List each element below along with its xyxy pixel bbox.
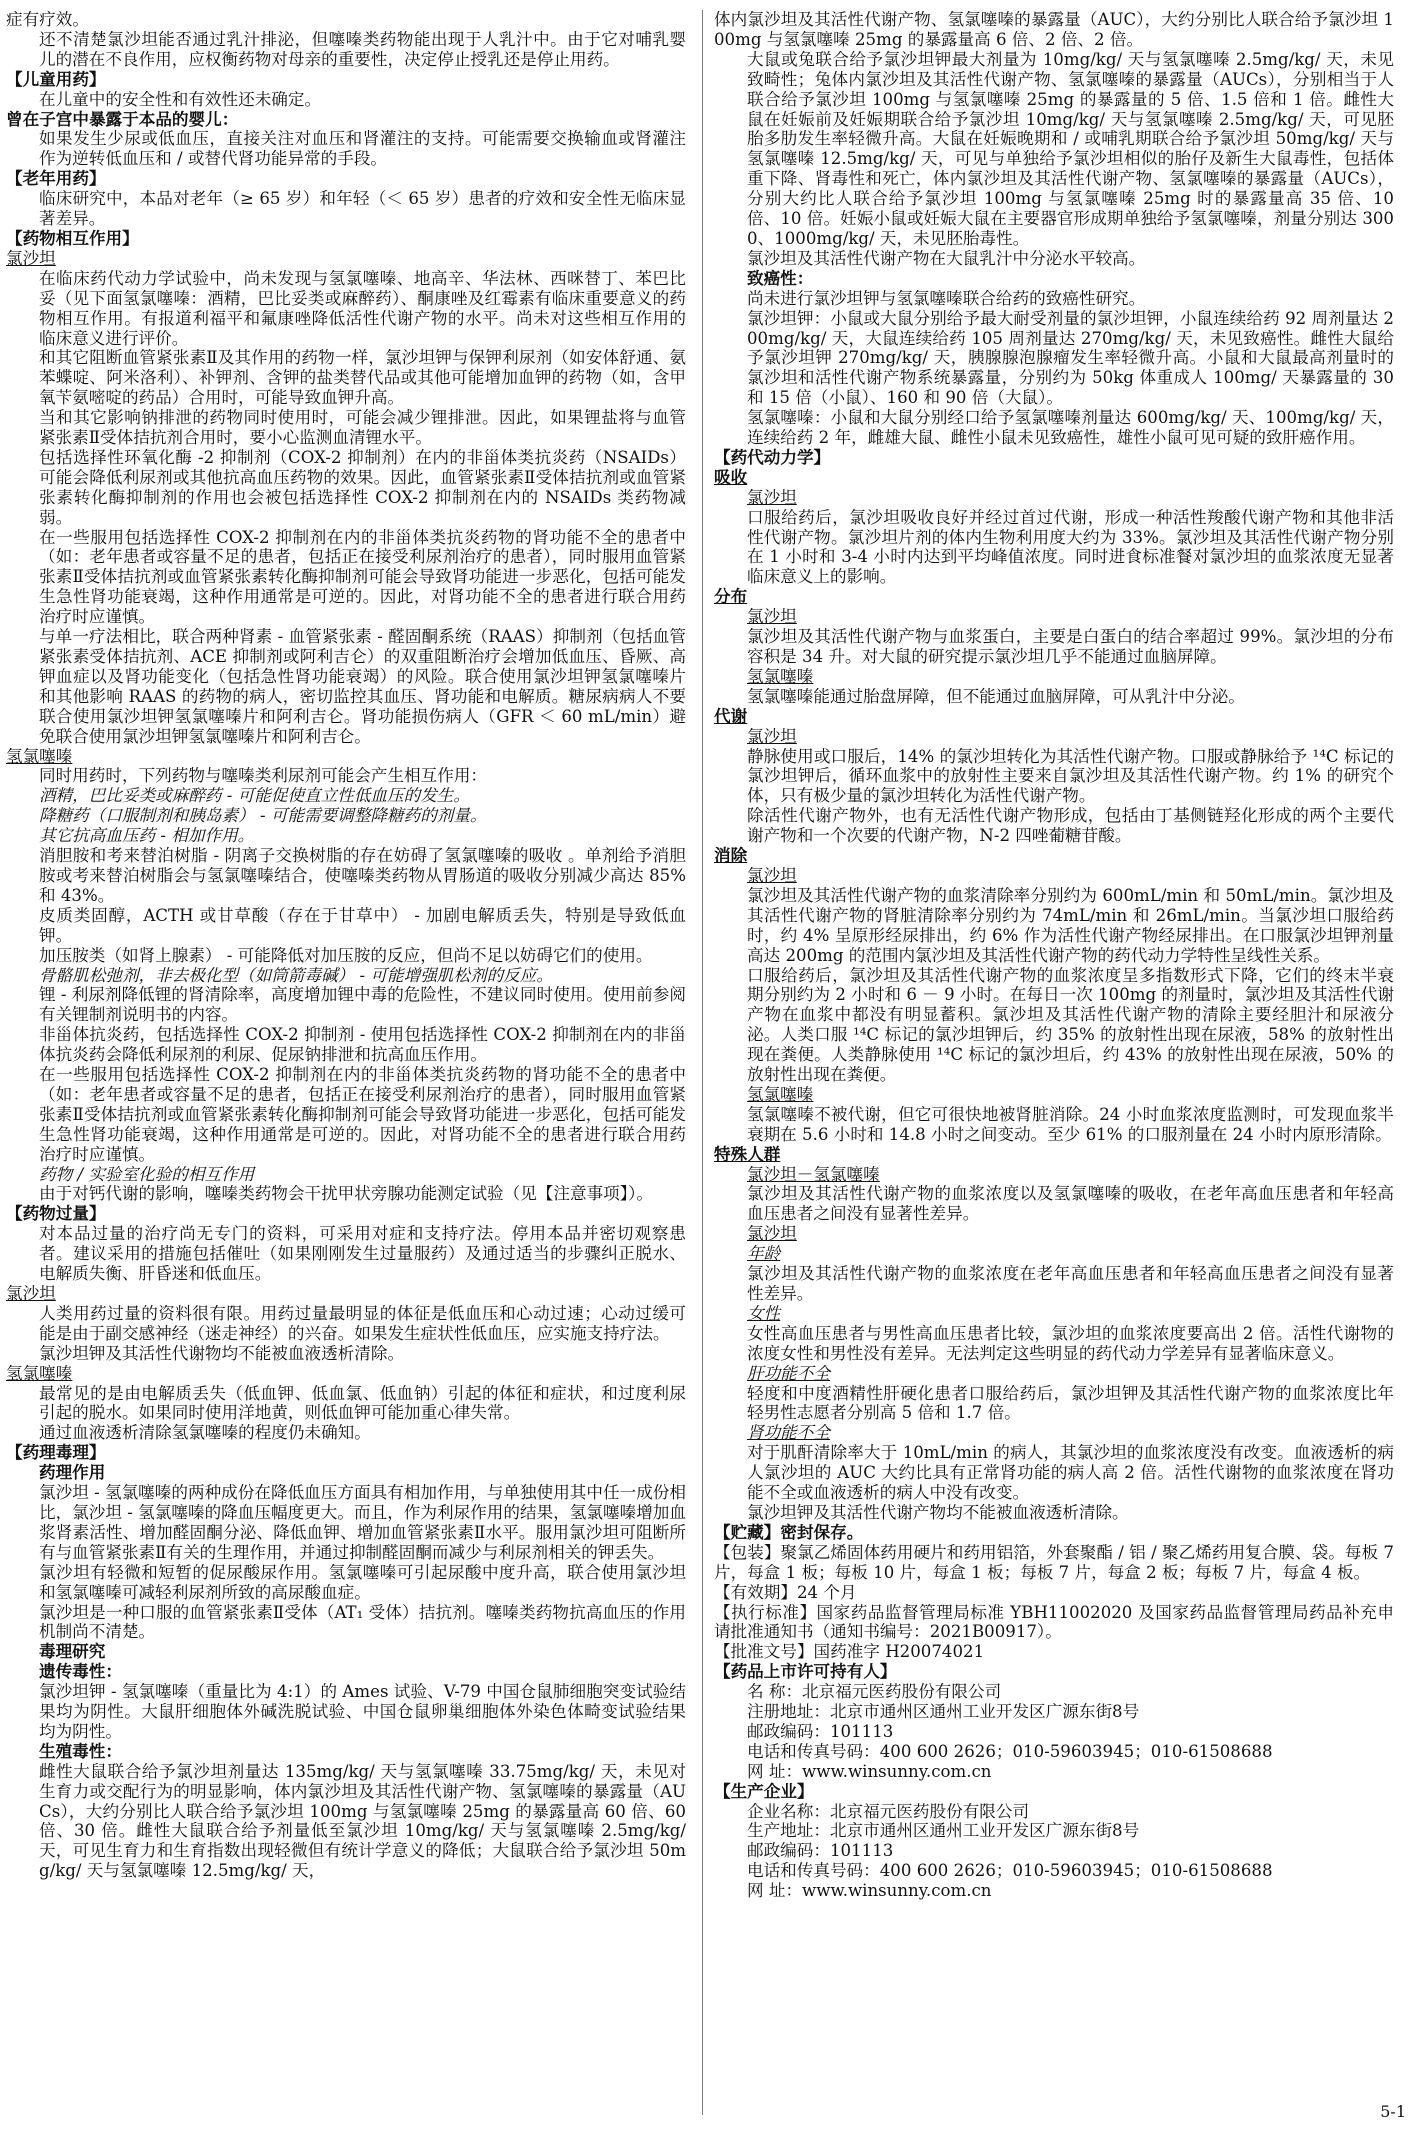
paragraph: 在一些服用包括选择性 COX-2 抑制剂在内的非甾体类抗炎药物的肾功能不全的患者中（如：老年患者或容量不足的患者，包括正在接受利尿剂治疗的患者），同时服用血管紧张素Ⅱ受体拮抗剂或血管紧张素转化酶抑制剂可能会导致肾功能进一步恶化，包括可能发生急性肾功能衰竭，这种作用通常是可逆的。因此，对肾功能不全的患者进行联合用药治疗时应谨慎。	[39, 527, 686, 627]
paragraph: 【批准文号】国药准字 H20074021	[714, 1642, 985, 1662]
paragraph: 大鼠或兔联合给予氯沙坦钾最大剂量为 10mg/kg/ 天与氢氯噻嗪 2.5mg/kg/ 天，未见致畸性；兔体内氯沙坦及其活性代谢产物、氢氯噻嗪的暴露量（AUCs），分别相当于人联合给予氯沙坦 100mg 与氢氯噻嗪 25mg 的暴露量的 5 倍、1.5 倍和 1 倍。雌性大鼠在妊娠前及妊娠期联合给予氯沙坦 10mg/kg/ 天与氢氯噻嗪 2.5mg/kg/ 天，可见胚胎多肋发生率轻微升高。大鼠在妊娠晚期和 / 或哺乳期联合给予氯沙坦 50mg/kg/ 天与氢氯噻嗪 12.5mg/kg/ 天，可见与单独给予氯沙坦相似的胎仔及新生大鼠毒性，包括体重下降、肾毒性和死亡，体内氯沙坦及其活性代谢产物、氢氯噻嗪的暴露量（AUCs），分别大约比人联合给予氯沙坦 100mg 与氢氯噻嗪 25mg 时的暴露量高 35 倍、10 倍、10 倍。妊娠小鼠或妊娠大鼠在主要器官形成期单独给予氢氯噻嗪，剂量分别达 3000、1000mg/kg/ 天，未见胚胎毒性。	[747, 49, 1394, 248]
paragraph: 女性	[747, 1303, 781, 1323]
paragraph: 最常见的是由电解质丢失（低血钾、低血氯、低血钠）引起的体征和症状，和过度利尿引起的脱水。如果同时使用洋地黄，则低血钾可能加重心律失常。	[39, 1383, 686, 1423]
right-column	[714, 10, 1394, 2122]
paragraph: 氯沙坦钾：小鼠或大鼠分别给予最大耐受剂量的氯沙坦钾，小鼠连续给药 92 周剂量达 200mg/kg/ 天，大鼠连续给药 105 周剂量达 270mg/kg/ 天，未见致癌性。雌性大鼠给予氯沙坦钾 270mg/kg/ 天，胰腺腺泡腺瘤发生率轻微升高。小鼠和大鼠最高剂量时的氯沙坦和活性代谢产物系统暴露量，分别约为 50kg 体重成人 100mg/ 天暴露量的 30 和 15 倍（小鼠）、160 和 90 倍（大鼠）。	[747, 308, 1394, 408]
paragraph: 【药理毒理】	[6, 1442, 106, 1463]
paragraph: 【生产企业】	[714, 1780, 814, 1801]
paragraph: 【药物过量】	[6, 1203, 106, 1224]
paragraph: 氯沙坦	[747, 1224, 797, 1244]
paragraph: 【贮藏】密封保存。	[714, 1521, 864, 1542]
paragraph: 网 址：www.winsunny.com.cn	[747, 1881, 992, 1901]
paragraph: 症有疗效。	[6, 10, 89, 29]
paragraph: 网 址：www.winsunny.com.cn	[747, 1761, 992, 1781]
paragraph: 锂 - 利尿剂降低锂的肾清除率，高度增加锂中毒的危险性，不建议同时使用。使用前参阅有关锂制剂说明书的内容。	[39, 985, 686, 1025]
paragraph: 【有效期】24 个月	[714, 1582, 857, 1602]
paragraph: 邮政编码：101113	[747, 1841, 894, 1861]
paragraph: 电话和传真号码：400 600 2626；010-59603945；010-61508688	[747, 1741, 1273, 1761]
paragraph: 氢氯噻嗪不被代谢，但它可很快地被肾脏消除。24 小时血浆浓度监测时，可发现血浆半衰期在 5.6 小时和 14.8 小时之间变动。至少 61% 的口服剂量在 24 小时内原形清除。	[747, 1104, 1394, 1144]
paragraph: 和其它阻断血管紧张素Ⅱ及其作用的药物一样，氯沙坦钾与保钾利尿剂（如安体舒通、氨苯蝶啶、阿米洛利）、补钾剂、含钾的盐类替代品或其他可能增加血钾的药物（如，含甲氧苄氨嘧啶的药品）合用时，可能导致血钾升高。	[39, 348, 686, 408]
paragraph: 轻度和中度酒精性肝硬化患者口服给药后，氯沙坦钾及其活性代谢产物的血浆浓度比年轻男性志愿者分别高 5 倍和 1.7 倍。	[747, 1383, 1394, 1423]
paragraph: 代谢	[714, 705, 748, 726]
paragraph: 在一些服用包括选择性 COX-2 抑制剂在内的非甾体类抗炎药物的肾功能不全的患者中（如：老年患者或容量不足的患者，包括正在接受利尿剂治疗的患者），同时服用血管紧张素Ⅱ受体拮抗剂或血管紧张素转化酶抑制剂可能会导致肾功能进一步恶化，包括可能发生急性肾功能衰竭，这种作用通常是可逆的。因此，对肾功能不全的患者进行联合用药治疗时应谨慎。	[39, 1065, 686, 1164]
paragraph: 药理作用	[39, 1462, 106, 1483]
paragraph: 尚未进行氯沙坦钾与氢氯噻嗪联合给药的致癌性研究。	[747, 288, 1146, 308]
paragraph: 雌性大鼠联合给予氯沙坦剂量达 135mg/kg/ 天与氢氯噻嗪 33.75mg/kg/ 天，未见对生育力或交配行为的明显影响，体内氯沙坦及其活性代谢产物、氢氯噻嗪的暴露量（AUCs），大约分别比人联合给予氯沙坦 100mg 与氢氯噻嗪 25mg 的暴露量高 60 倍、60 倍、30 倍。雌性大鼠联合给予剂量低至氯沙坦 10mg/kg/ 天与氢氯噻嗪 2.5mg/kg/ 天，可见生育力和生育指数出现轻微但有统计学意义的降低；大鼠联合给予氯沙坦 50mg/kg/ 天与氢氯噻嗪 12.5mg/kg/ 天，	[39, 1761, 686, 1881]
paragraph: 对本品过量的治疗尚无专门的资料，可采用对症和支持疗法。停用本品并密切观察患者。建议采用的措施包括催吐（如果刚刚发生过量服药）及通过适当的步骤纠正脱水、电解质失衡、肝昏迷和低血压。	[39, 1224, 686, 1284]
paragraph: 同时用药时，下列药物与噻嗪类利尿剂可能会产生相互作用：	[39, 766, 488, 786]
paragraph: 氯沙坦及其活性代谢产物的血浆浓度在老年高血压患者和年轻高血压患者之间没有显著性差异。	[747, 1264, 1394, 1303]
paragraph: 邮政编码：101113	[747, 1721, 894, 1741]
paragraph: 【儿童用药】	[6, 68, 106, 89]
paragraph: 通过血液透析清除氢氯噻嗪的程度仍未确知。	[39, 1423, 371, 1443]
paragraph: 氯沙坦	[747, 865, 797, 885]
paragraph: 【药代动力学】	[714, 446, 831, 467]
paragraph: 氯沙坦有轻微和短暂的促尿酸尿作用。氢氯噻嗪可引起尿酸中度升高，联合使用氯沙坦和氢氯噻嗪可减轻利尿剂所致的高尿酸血症。	[39, 1562, 686, 1602]
paragraph: 氯沙坦是一种口服的血管紧张素Ⅱ受体（AT₁ 受体）拮抗剂。噻嗪类药物抗高血压的作用机制尚不清楚。	[39, 1602, 686, 1642]
paragraph: 对于肌酐清除率大于 10mL/min 的病人，其氯沙坦的血浆浓度没有改变。血液透析的病人氯沙坦的 AUC 大约比具有正常肾功能的病人高 2 倍。活性代谢物的血浆浓度在肾功能不全或血液透析的病人中没有改变。	[747, 1443, 1394, 1503]
page-number: 5-1	[1380, 2102, 1406, 2121]
column-divider	[702, 10, 703, 2115]
paragraph: 氯沙坦	[6, 248, 56, 268]
paragraph: 与单一疗法相比，联合两种肾素 - 血管紧张素 - 醛固酮系统（RAAS）抑制剂（包括血管紧张素受体拮抗剂、ACE 抑制剂或阿利吉仑）的双重阻断治疗会增加低血压、昏厥、高钾血症以及肾功能变化（包括急性肾功能衰竭）的风险。联合使用氯沙坦钾氢氯噻嗪片和其他影响 RAAS 的药物的病人，密切监控其血压、肾功能和电解质。糖尿病病人不要联合使用氯沙坦钾氢氯噻嗪片和阿利吉仑。肾功能损伤病人（GFR ＜ 60 mL/min）避免联合使用氯沙坦钾氢氯噻嗪片和阿利吉仑。	[39, 627, 686, 746]
paragraph: 药物 / 实验室化验的相互作用	[39, 1164, 255, 1184]
paragraph: 临床研究中，本品对老年（≥ 65 岁）和年轻（＜ 65 岁）患者的疗效和安全性无临床显著差异。	[39, 189, 686, 229]
paragraph: 氯沙坦	[747, 726, 797, 746]
paragraph: 非甾体抗炎药，包括选择性 COX-2 抑制剂 - 使用包括选择性 COX-2 抑制剂在内的非甾体抗炎药会降低利尿剂的利尿、促尿钠排泄和抗高血压作用。	[39, 1025, 686, 1065]
paragraph: 其它抗高血压药 - 相加作用。	[39, 826, 255, 846]
paragraph: 氯沙坦钾及其活性代谢物均不能被血液透析清除。	[39, 1343, 405, 1363]
paragraph: 如果发生少尿或低血压，直接关注对血压和肾灌注的支持。可能需要交换输血或肾灌注作为逆转低血压和 / 或替代肾功能异常的手段。	[39, 129, 686, 169]
paragraph: 肾功能不全	[747, 1423, 830, 1443]
paragraph: 加压胺类（如肾上腺素） - 可能降低对加压胺的反应，但尚不足以妨碍它们的使用。	[39, 945, 653, 965]
paragraph: 氯沙坦及其活性代谢产物的血浆清除率分别约为 600mL/min 和 50mL/min。氯沙坦及其活性代谢产物的肾脏清除率分别约为 74mL/min 和 26mL/min。当氯沙坦口服给药时，约 4% 呈原形经尿排出，约 6% 作为活性代谢产物经尿排出。在口服氯沙坦钾剂量高达 200mg 的范围内氯沙坦及其活性代谢产物的药代动力学特性呈线性关系。	[747, 885, 1394, 965]
paragraph: 氢氯噻嗪	[6, 1363, 73, 1383]
paragraph: 氯沙坦钾 - 氢氯噻嗪（重量比为 4:1）的 Ames 试验、V-79 中国仓鼠肺细胞突变试验结果均为阴性。大鼠肝细胞体外碱洗脱试验、中国仓鼠卵巢细胞体外染色体畸变试验结果均为阴性。	[39, 1682, 686, 1741]
paragraph: 当和其它影响钠排泄的药物同时使用时，可能会减少锂排泄。因此，如果锂盐将与血管紧张素Ⅱ受体拮抗剂合用时，要小心监测血清锂水平。	[39, 408, 686, 448]
paragraph: 氯沙坦及其活性代谢产物的血浆浓度以及氢氯噻嗪的吸收，在老年高血压患者和年轻高血压患者之间没有显著性差异。	[747, 1184, 1394, 1224]
paragraph: 氢氯噻嗪	[747, 666, 814, 686]
paragraph: 【药品上市许可持有人】	[714, 1661, 897, 1682]
paragraph: 特殊人群	[714, 1143, 781, 1164]
paragraph: 氯沙坦及其活性代谢产物与血浆蛋白，主要是白蛋白的结合率超过 99%。氯沙坦的分布容积是 34 升。对大鼠的研究提示氯沙坦几乎不能通过血脑屏障。	[747, 627, 1394, 666]
paragraph: 降糖药（口服制剂和胰岛素） - 可能需要调整降糖药的剂量。	[39, 806, 487, 826]
paragraph: 【药物相互作用】	[6, 227, 139, 248]
paragraph: 遗传毒性：	[39, 1661, 122, 1682]
paragraph: 氢氯噻嗪能通过胎盘屏障，但不能通过血脑屏障，可从乳汁中分泌。	[747, 686, 1245, 706]
paragraph: 骨骼肌松弛剂，非去极化型（如筒箭毒碱） - 可能增强肌松剂的反应。	[39, 965, 553, 985]
paragraph: 分布	[714, 586, 748, 607]
paragraph: 氢氯噻嗪	[6, 746, 73, 766]
paragraph: 注册地址：北京市通州区通州工业开发区广源东街8号	[747, 1702, 1140, 1722]
paragraph: 氯沙坦	[6, 1284, 56, 1303]
paragraph: 皮质类固醇，ACTH 或甘草酸（存在于甘草中） - 加剧电解质丢失，特别是导致低血钾。	[39, 905, 686, 945]
paragraph: 还不清楚氯沙坦能否通过乳汁排泌，但噻嗪类药物能出现于人乳汁中。由于它对哺乳婴儿的潜在不良作用，应权衡药物对母亲的重要性，决定停止授乳还是停止用药。	[39, 29, 686, 69]
paragraph: 体内氯沙坦及其活性代谢产物、氢氯噻嗪的暴露量（AUC），大约分别比人联合给予氯沙坦 100mg 与氢氯噻嗪 25mg 的暴露量高 6 倍、2 倍、2 倍。	[714, 10, 1394, 49]
paragraph: 电话和传真号码：400 600 2626；010-59603945；010-61508688	[747, 1861, 1273, 1881]
paragraph: 人类用药过量的资料很有限。用药过量最明显的体征是低血压和心动过速；心动过缓可能是由于副交感神经（迷走神经）的兴奋。如果发生症状性低血压，应实施支持疗法。	[39, 1303, 686, 1343]
paragraph: 【老年用药】	[6, 168, 106, 189]
paragraph: 氯沙坦 - 氢氯噻嗪的两种成份在降低血压方面具有相加作用，与单独使用其中任一成份相比，氯沙坦 - 氢氯噻嗪的降血压幅度更大。而且，作为利尿作用的结果，氢氯噻嗪增加血浆肾素活性、增加醛固酮分泌、降低血钾、增加血管紧张素Ⅱ水平。服用氯沙坦可阻断所有与血管紧张素Ⅱ有关的生理作用，并通过抑制醛固酮而减少与利尿剂相关的钾丢失。	[39, 1483, 686, 1562]
paragraph: 年龄	[747, 1244, 781, 1264]
paragraph: 企业名称：北京福元医药股份有限公司	[747, 1801, 1030, 1821]
paragraph: 生产地址：北京市通州区通州工业开发区广源东街8号	[747, 1821, 1140, 1841]
paragraph: 致癌性：	[747, 267, 814, 288]
paragraph: 除活性代谢产物外，也有无活性代谢产物形成，包括由丁基侧链羟化形成的两个主要代谢产物和一个次要的代谢产物，N-2 四唑葡糖苷酸。	[747, 806, 1394, 846]
paragraph: 在儿童中的安全性和有效性还未确定。	[39, 89, 322, 109]
paragraph: 女性高血压患者与男性高血压患者比较，氯沙坦的血浆浓度要高出 2 倍。活性代谢物的浓度女性和男性没有差异。无法判定这些明显的药代动力学差异有显著临床意义。	[747, 1323, 1394, 1363]
paragraph: 氯沙坦－氢氯噻嗪	[747, 1164, 880, 1184]
paragraph: 氢氯噻嗪	[747, 1084, 814, 1104]
paragraph: 【包装】聚氯乙烯固体药用硬片和药用铝箔，外套聚酯 / 铝 / 聚乙烯药用复合膜、袋。每板 7 片，每盒 1 板；每板 10 片，每盒 1 板；每板 7 片，每盒 2 板；每板 7 片，每盒 4 板。	[714, 1542, 1394, 1582]
paragraph: 吸收	[714, 466, 748, 487]
left-column	[6, 10, 686, 2122]
paragraph: 生殖毒性：	[39, 1740, 122, 1761]
paragraph: 氯沙坦	[747, 607, 797, 627]
paragraph: 名 称：北京福元医药股份有限公司	[747, 1682, 1002, 1702]
paragraph: 口服给药后，氯沙坦吸收良好并经过首过代谢，形成一种活性羧酸代谢产物和其他非活性代谢产物。氯沙坦片剂的体内生物利用度大约为 33%。氯沙坦及其活性代谢产物分别在 1 小时和 3-4 小时内达到平均峰值浓度。同时进食标准餐对氯沙坦的血浆浓度无显著临床意义上的影响。	[747, 507, 1394, 587]
paragraph: 【执行标准】国家药品监督管理局标准 YBH11002020 及国家药品监督管理局药品补充申请批准通知书（通知书编号：2021B00917）。	[714, 1602, 1394, 1642]
paragraph: 氯沙坦钾及其活性代谢产物均不能被血液透析清除。	[747, 1502, 1129, 1522]
paragraph: 酒精，巴比妥类或麻醉药 - 可能促使直立性低血压的发生。	[39, 786, 470, 806]
paragraph: 口服给药后，氯沙坦及其活性代谢产物的血浆浓度呈多指数形式下降，它们的终末半衰期分别约为 2 小时和 6 － 9 小时。在每日一次 100mg 的剂量时，氯沙坦及其活性代谢产物在血浆中都没有明显蓄积。氯沙坦及其活性代谢产物的清除主要经胆汁和尿液分泌。人类口服 ¹⁴C 标记的氯沙坦钾后，约 35% 的放射性出现在尿液，58% 的放射性出现在粪便。人类静脉使用 ¹⁴C 标记的氯沙坦后，约 43% 的放射性出现在尿液，50% 的放射性出现在粪便。	[747, 965, 1394, 1085]
paragraph: 氯沙坦及其活性代谢产物在大鼠乳汁中分泌水平较高。	[747, 248, 1146, 268]
paragraph: 氢氯噻嗪：小鼠和大鼠分别经口给予氢氯噻嗪剂量达 600mg/kg/ 天、100mg/kg/ 天，连续给药 2 年，雌雄大鼠、雌性小鼠未见致癌性，雄性小鼠可见可疑的致肝癌作用。	[747, 408, 1394, 448]
paragraph: 消胆胺和考来替泊树脂 - 阴离子交换树脂的存在妨碍了氢氯噻嗪的吸收 。单剂给予消胆胺或考来替泊树脂会与氢氯噻嗪结合，使噻嗪类药物从胃肠道的吸收分别减少高达 85% 和 43%。	[39, 846, 686, 905]
paragraph: 肝功能不全	[747, 1363, 830, 1383]
paragraph: 消除	[714, 845, 748, 866]
paragraph: 包括选择性环氧化酶 -2 抑制剂（COX-2 抑制剂）在内的非甾体类抗炎药（NSAIDs）可能会降低利尿剂或其他抗高血压药物的效果。因此，血管紧张素Ⅱ受体拮抗剂或血管紧张素转化酶抑制剂的作用也会被包括选择性 COX-2 抑制剂在内的 NSAIDs 类药物减弱。	[39, 447, 686, 527]
paragraph: 曾在子宫中暴露于本品的婴儿：	[6, 108, 239, 129]
paragraph: 由于对钙代谢的影响，噻嗪类药物会干扰甲状旁腺功能测定试验（见【注意事项】）。	[39, 1184, 653, 1204]
paragraph: 氯沙坦	[747, 487, 797, 507]
paragraph: 静脉使用或口服后，14% 的氯沙坦转化为其活性代谢产物。口服或静脉给予 ¹⁴C 标记的氯沙坦钾后，循环血浆中的放射性主要来自氯沙坦及其活性代谢产物。约 1% 的研究个体，只有极少量的氯沙坦转化为活性代谢产物。	[747, 746, 1394, 806]
paragraph: 毒理研究	[39, 1641, 106, 1662]
paragraph: 在临床药代动力学试验中，尚未发现与氢氯噻嗪、地高辛、华法林、西咪替丁、苯巴比妥（见下面氢氯噻嗪：酒精，巴比妥类或麻醉药）、酮康唑及红霉素有临床重要意义的药物相互作用。有报道利福平和氟康唑降低活性代谢产物的水平。尚未对这些相互作用的临床意义进行评价。	[39, 268, 686, 348]
